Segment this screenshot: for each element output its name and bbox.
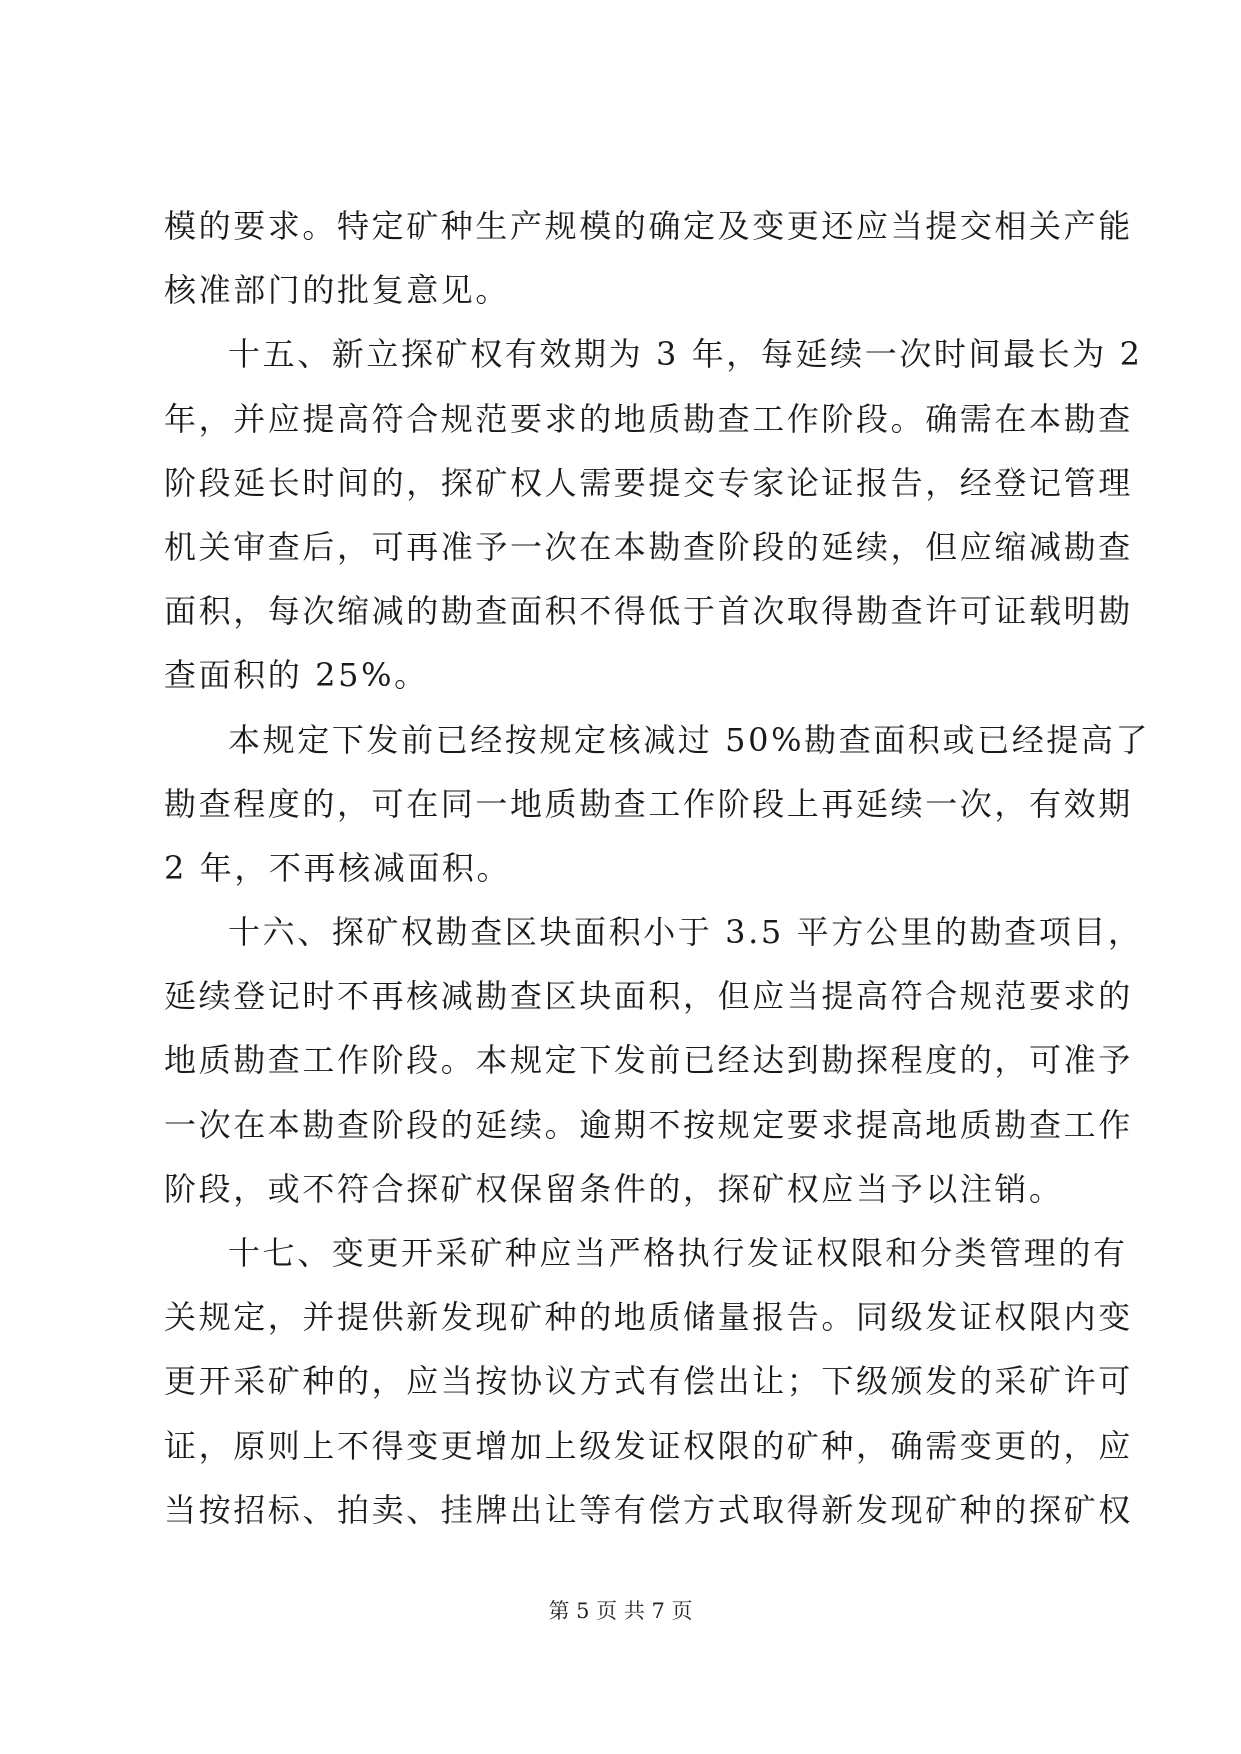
text-line: 阶段延长时间的，探矿权人需要提交专家论证报告，经登记管理 (164, 463, 1133, 502)
text-line: 地质勘查工作阶段。本规定下发前已经达到勘探程度的，可准予 (164, 1041, 1133, 1080)
text-line: 机关审查后，可再准予一次在本勘查阶段的延续，但应缩减勘查 (164, 527, 1133, 566)
text-line: 证，原则上不得变更增加上级发证权限的矿种，确需变更的，应 (164, 1426, 1133, 1465)
text-line: 查面积的 25%。 (164, 656, 429, 695)
text-line: 一次在本勘查阶段的延续。逾期不按规定要求提高地质勘查工作 (164, 1105, 1133, 1144)
paragraph-start-line: 本规定下发前已经按规定核减过 50%勘查面积或已经提高了 (228, 720, 1151, 759)
text-line: 当按招标、拍卖、挂牌出让等有偿方式取得新发现矿种的探矿权 (164, 1490, 1133, 1529)
text-line: 关规定，并提供新发现矿种的地质储量报告。同级发证权限内变 (164, 1298, 1133, 1337)
text-line: 2 年，不再核减面积。 (164, 848, 512, 887)
document-body (164, 194, 1151, 1542)
text-line: 核准部门的批复意见。 (164, 271, 511, 310)
paragraph-start-line: 十六、探矿权勘查区块面积小于 3.5 平方公里的勘查项目， (228, 913, 1143, 952)
text-line: 阶段，或不符合探矿权保留条件的，探矿权应当予以注销。 (164, 1169, 1064, 1208)
text-line: 面积，每次缩减的勘查面积不得低于首次取得勘查许可证载明勘 (164, 592, 1133, 631)
paragraph-start-line: 十七、变更开采矿种应当严格执行发证权限和分类管理的有 (228, 1234, 1128, 1272)
text-line: 延续登记时不再核减勘查区块面积，但应当提高符合规范要求的 (164, 977, 1133, 1016)
text-line: 勘查程度的，可在同一地质勘查工作阶段上再延续一次，有效期 (164, 784, 1133, 823)
page-number-footer: 第 5 页 共 7 页 (548, 1599, 693, 1623)
text-line: 模的要求。特定矿种生产规模的确定及变更还应当提交相关产能 (164, 207, 1133, 245)
text-line: 年，并应提高符合规范要求的地质勘查工作阶段。确需在本勘查 (164, 399, 1133, 438)
paragraph-start-line: 十五、新立探矿权有效期为 3 年，每延续一次时间最长为 2 (228, 335, 1143, 374)
text-line: 更开采矿种的，应当按协议方式有偿出让；下级颁发的采矿许可 (164, 1362, 1133, 1401)
